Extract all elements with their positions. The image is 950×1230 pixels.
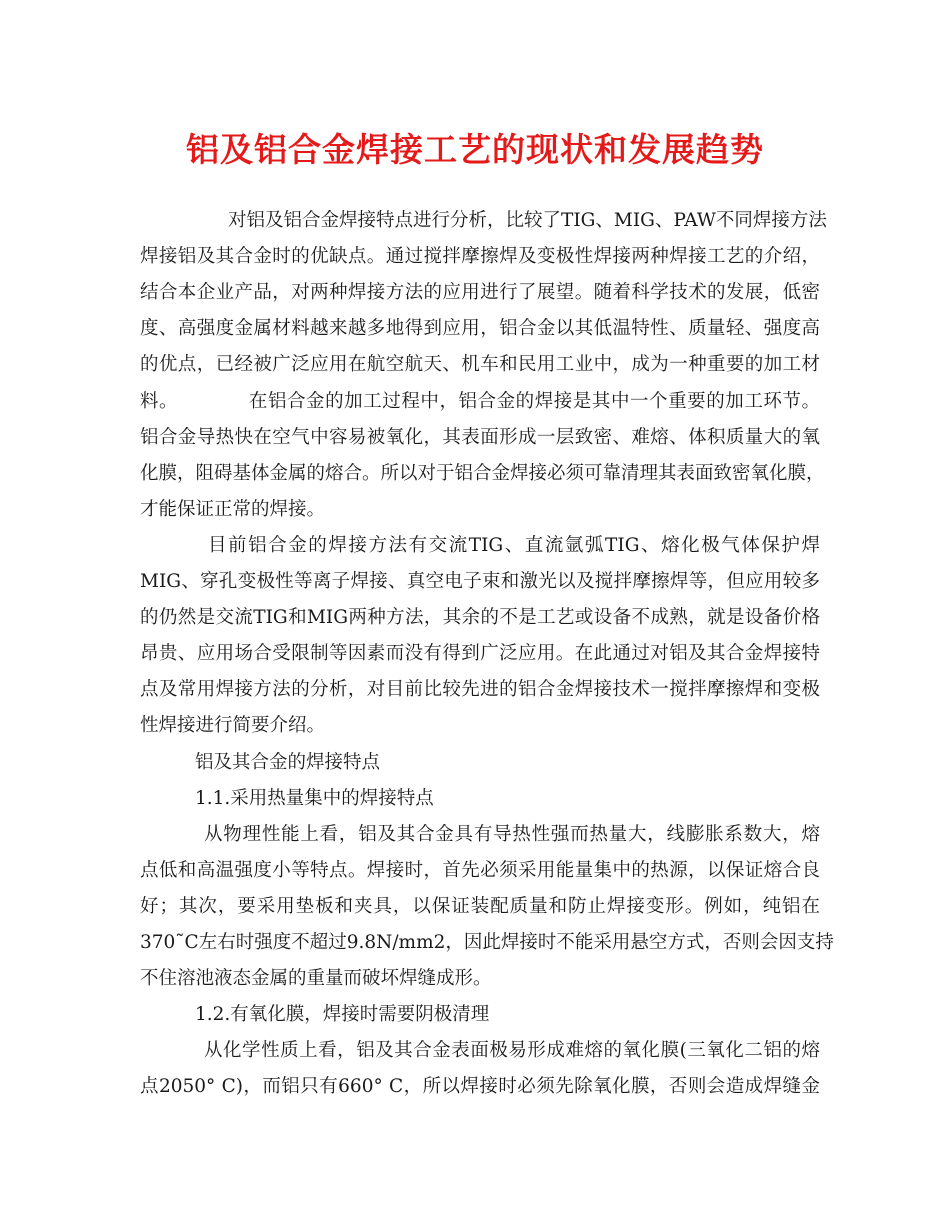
text-line: 的优点，已经被广泛应用在航空航天、机车和民用工业中，成为一种重要的加工材 <box>140 354 820 376</box>
text-line: 料。 在铝合金的加工过程中，铝合金的焊接是其中一个重要的加工环节。 <box>140 390 820 412</box>
text-line: 从物理性能上看，铝及其合金具有导热性强而热量大，线膨胀系数大，熔 <box>204 823 820 845</box>
page-title: 铝及铝合金焊接工艺的现状和发展趋势 <box>186 130 764 169</box>
text-line: MIG、穿孔变极性等离子焊接、真空电子束和激光以及搅拌摩擦焊等，但应用较多 <box>140 571 820 592</box>
text-line: 目前铝合金的焊接方法有交流TIG、直流氩弧TIG、熔化极气体保护焊 <box>208 534 820 556</box>
text-line: 对铝及铝合金焊接特点进行分析，比较了TIG、MIG、PAW不同焊接方法 <box>228 210 827 231</box>
text-line: 焊接铝及其合金时的优缺点。通过搅拌摩擦焊及变极性焊接两种焊接工艺的介绍， <box>140 246 820 268</box>
text-line: 铝及其合金的焊接特点 <box>195 751 381 773</box>
text-line: 昂贵、应用场合受限制等因素而没有得到广泛应用。在此通过对铝及其合金焊接特 <box>140 643 820 665</box>
text-line: 才能保证正常的焊接。 <box>140 498 326 520</box>
text-line: 的仍然是交流TIG和MIG两种方法，其余的不是工艺或设备不成熟，就是设备价格 <box>140 607 820 629</box>
text-line: 1.1.采用热量集中的焊接特点 <box>195 787 434 809</box>
text-line: 点2050° C)，而铝只有660° C，所以焊接时必须先除氧化膜，否则会造成焊缝金 <box>140 1076 820 1098</box>
text-line: 1.2.有氧化膜，焊接时需要阴极清理 <box>195 1004 490 1026</box>
text-line: 点低和高温强度小等特点。焊接时，首先必须采用能量集中的热源，以保证熔合良 <box>140 859 820 881</box>
text-line: 化膜，阻碍基体金属的熔合。所以对于铝合金焊接必须可靠清理其表面致密氧化膜， <box>140 462 825 484</box>
text-line: 好；其次，要采用垫板和夹具，以保证装配质量和防止焊接变形。例如，纯铝在 <box>140 895 820 917</box>
text-line: 370˜C左右时强度不超过9.8N/mm2，因此焊接时不能采用悬空方式，否则会因支持 <box>140 932 834 953</box>
text-line: 结合本企业产品，对两种焊接方法的应用进行了展望。随着科学技术的发展，低密 <box>140 282 820 304</box>
text-line: 铝合金导热快在空气中容易被氧化，其表面形成一层致密、难熔、体积质量大的氧 <box>140 426 820 448</box>
text-line: 性焊接进行简要介绍。 <box>140 715 326 737</box>
text-line: 不住溶池液态金属的重量而破坏焊缝成形。 <box>140 968 492 990</box>
text-line: 点及常用焊接方法的分析，对目前比较先进的铝合金焊接技术一搅拌摩擦焊和变极 <box>140 679 820 701</box>
text-line: 度、高强度金属材料越来越多地得到应用，铝合金以其低温特性、质量轻、强度高 <box>140 318 820 340</box>
text-line: 从化学性质上看，铝及其合金表面极易形成难熔的氧化膜(三氧化二铝的熔 <box>204 1040 820 1062</box>
